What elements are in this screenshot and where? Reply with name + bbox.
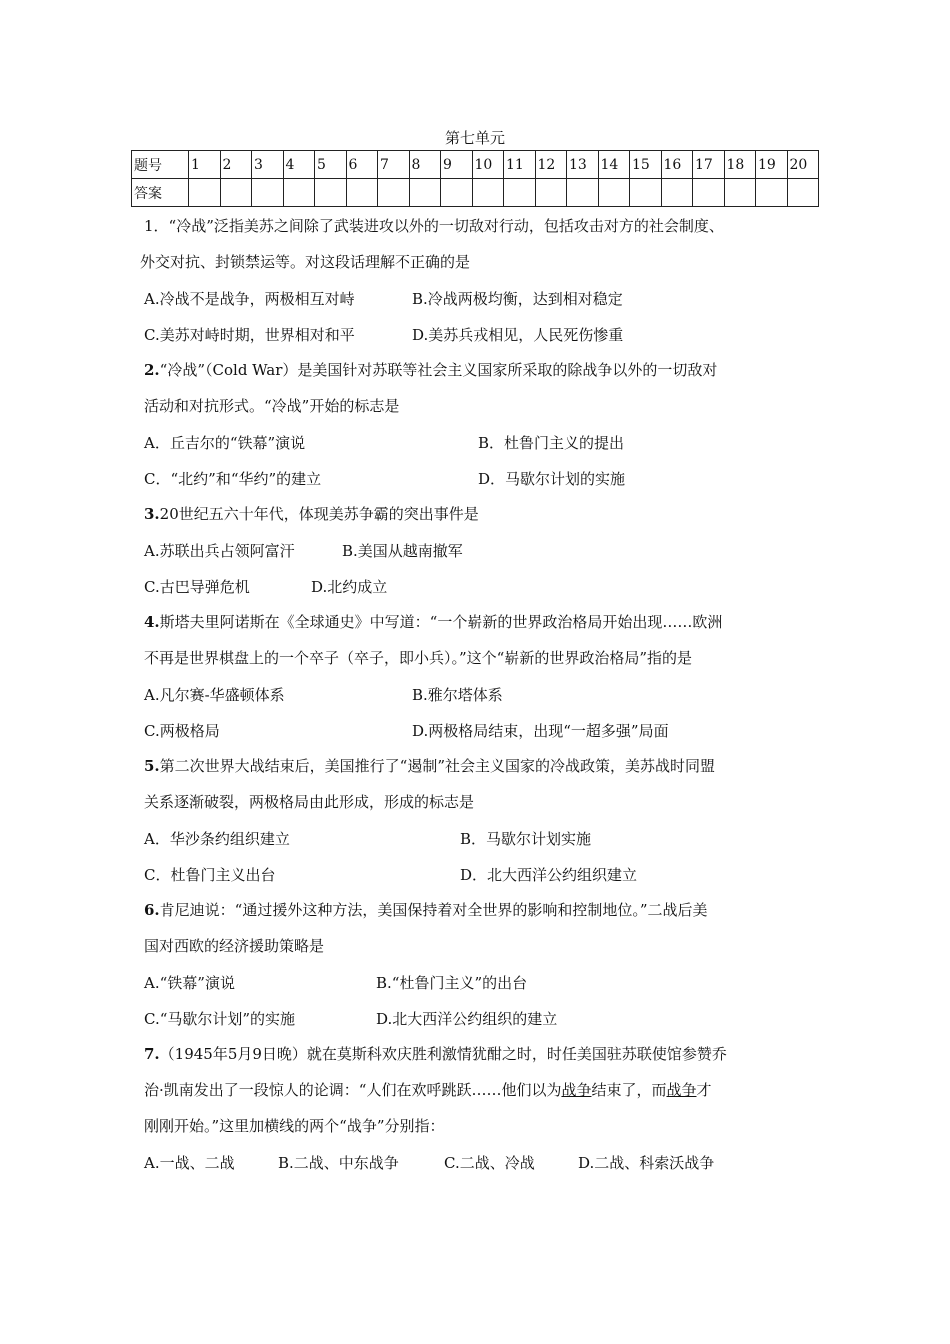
number-cell: 3 [252, 151, 284, 179]
question-stem [144, 496, 824, 532]
number-cell: 5 [315, 151, 347, 179]
option-row [144, 964, 824, 1000]
number-cell: 10 [472, 151, 504, 179]
question-stem-continued [144, 1072, 824, 1108]
number-cell: 1 [189, 151, 221, 179]
answer-row [132, 179, 819, 207]
question-stem-continued: 刚刚开始。”这里加横线的两个“战争”分别指： [144, 1117, 445, 1135]
underlined-word: 战争 [666, 1081, 697, 1099]
answer-cell[interactable] [409, 179, 441, 207]
answer-cell[interactable] [441, 179, 473, 207]
number-cell: 13 [567, 151, 599, 179]
answer-cell[interactable] [598, 179, 630, 207]
option-a: A.一战、二战 [144, 1153, 235, 1172]
option-a: A.“铁幕”演说 [144, 973, 235, 992]
option-row [144, 676, 824, 712]
stem-text: 才 [696, 1081, 712, 1099]
answer-cell[interactable] [283, 179, 315, 207]
answer-cell[interactable] [252, 179, 284, 207]
option-c: C．“北约”和“华约”的建立 [144, 469, 322, 488]
stem-line: “冷战”泛指美苏之间除了武装进攻以外的一切敌对行动，包括攻击对方的社会制度、 [168, 217, 724, 235]
question-number: 2. [144, 361, 160, 379]
number-cell: 9 [441, 151, 473, 179]
option-c: C.美苏对峙时期，世界相对和平 [144, 325, 355, 344]
question-number: 1． [144, 217, 169, 235]
stem-text: 结束了，而 [591, 1081, 667, 1099]
option-d: D．马歇尔计划的实施 [478, 469, 626, 488]
answer-cell[interactable] [693, 179, 725, 207]
answer-cell[interactable] [220, 179, 252, 207]
number-cell: 17 [693, 151, 725, 179]
question-stem-continued: 关系逐渐破裂，两极格局由此形成，形成的标志是 [144, 793, 475, 811]
question-stem [144, 1036, 824, 1072]
question-number: 4. [144, 613, 160, 631]
option-d: D.北大西洋公约组织的建立 [376, 1009, 558, 1028]
number-cell: 8 [409, 151, 441, 179]
question-number: 3. [144, 505, 160, 523]
option-b: B．马歇尔计划实施 [460, 829, 592, 848]
answer-cell[interactable] [630, 179, 662, 207]
answer-cell[interactable] [724, 179, 756, 207]
answer-cell[interactable] [315, 179, 347, 207]
stem-text: 治·凯南发出了一段惊人的论调：“人们在欢呼跳跃……他们以为 [144, 1081, 562, 1099]
option-c: C.二战、冷战 [444, 1153, 535, 1172]
number-cell: 2 [220, 151, 252, 179]
answer-cell[interactable] [504, 179, 536, 207]
option-row [144, 820, 824, 856]
option-row [144, 532, 824, 568]
answer-table [131, 150, 819, 207]
answer-cell[interactable] [567, 179, 599, 207]
option-a: A.冷战不是战争，两极相互对峙 [144, 289, 355, 308]
question-stem [144, 352, 824, 388]
number-cell: 16 [661, 151, 693, 179]
underlined-word: 战争 [561, 1081, 592, 1099]
option-row [144, 856, 824, 892]
option-row [144, 460, 824, 496]
option-row [144, 568, 824, 604]
question-stem-continued: 外交对抗、封锁禁运等。对这段话理解不正确的是 [140, 253, 471, 271]
option-d: D.美苏兵戎相见，人民死伤惨重 [412, 325, 624, 344]
option-row [144, 712, 824, 748]
question-3 [144, 496, 824, 604]
answer-cell[interactable] [472, 179, 504, 207]
number-cell: 7 [378, 151, 410, 179]
number-cell: 6 [346, 151, 378, 179]
question-7 [144, 1036, 824, 1180]
stem-line: 肯尼迪说：“通过援外这种方法，美国保持着对全世界的影响和控制地位。”二战后美 [159, 901, 708, 919]
question-4 [144, 604, 824, 748]
option-d: D.两极格局结束，出现“一超多强”局面 [412, 721, 669, 740]
option-d: D.二战、科索沃战争 [578, 1153, 715, 1172]
question-list [140, 208, 824, 1180]
number-cell: 4 [283, 151, 315, 179]
option-b: B.冷战两极均衡，达到相对稳定 [412, 289, 623, 308]
stem-line: 斯塔夫里阿诺斯在《全球通史》中写道：“一个崭新的世界政治格局开始出现……欧洲 [159, 613, 723, 631]
question-number-row [132, 151, 819, 179]
answer-cell[interactable] [535, 179, 567, 207]
number-cell: 15 [630, 151, 662, 179]
question-stem-continued: 活动和对抗形式。“冷战”开始的标志是 [144, 397, 400, 415]
option-c: C.“马歇尔计划”的实施 [144, 1009, 296, 1028]
option-b: B.二战、中东战争 [278, 1153, 399, 1172]
option-b: B.“杜鲁门主义”的出台 [376, 973, 528, 992]
option-a: A.苏联出兵占领阿富汗 [144, 541, 295, 560]
option-a: A.凡尔赛-华盛顿体系 [144, 685, 285, 704]
question-stem [144, 748, 824, 784]
answer-cell[interactable] [189, 179, 221, 207]
number-cell: 18 [724, 151, 756, 179]
row-label-answer: 答案 [132, 179, 189, 207]
question-stem [144, 892, 824, 928]
number-cell: 14 [598, 151, 630, 179]
question-stem [144, 604, 824, 640]
option-d: D.北约成立 [311, 577, 388, 596]
question-number: 6. [144, 901, 160, 919]
row-label-number: 题号 [132, 151, 189, 179]
option-c: C.两极格局 [144, 721, 220, 740]
question-2 [144, 352, 824, 496]
question-number: 7. [144, 1045, 160, 1063]
answer-cell[interactable] [346, 179, 378, 207]
answer-cell[interactable] [787, 179, 819, 207]
option-row [144, 1144, 824, 1180]
question-number: 5. [144, 757, 160, 775]
stem-line: （1945年5月9日晚）就在莫斯科欢庆胜利激情犹酣之时，时任美国驻苏联使馆参赞乔 [159, 1045, 727, 1063]
option-d: D．北大西洋公约组织建立 [460, 865, 638, 884]
number-cell: 11 [504, 151, 536, 179]
question-stem-continued: 国对西欧的经济援助策略是 [144, 937, 325, 955]
option-a: A．华沙条约组织建立 [144, 829, 290, 848]
option-row [144, 1000, 824, 1036]
stem-line: “冷战”（Cold War）是美国针对苏联等社会主义国家所采取的除战争以外的一切敌对 [159, 361, 718, 379]
answer-cell[interactable] [378, 179, 410, 207]
number-cell: 12 [535, 151, 567, 179]
question-5 [144, 748, 824, 892]
option-c: C．杜鲁门主义出台 [144, 865, 276, 884]
question-stem [144, 208, 824, 244]
unit-title: 第七单元 [444, 129, 505, 147]
stem-line: 第二次世界大战结束后，美国推行了“遏制”社会主义国家的冷战政策，美苏战时同盟 [159, 757, 716, 775]
option-b: B.雅尔塔体系 [412, 685, 503, 704]
option-row [144, 424, 824, 460]
stem-line: 20世纪五六十年代，体现美苏争霸的突出事件是 [159, 505, 479, 523]
option-b: B．杜鲁门主义的提出 [478, 433, 625, 452]
question-stem-continued: 不再是世界棋盘上的一个卒子（卒子，即小兵）。”这个“崭新的世界政治格局”指的是 [144, 649, 693, 667]
option-row [144, 316, 824, 352]
number-cell: 19 [756, 151, 788, 179]
answer-cell[interactable] [756, 179, 788, 207]
answer-cell[interactable] [661, 179, 693, 207]
option-a: A．丘吉尔的“铁幕”演说 [144, 433, 306, 452]
number-cell: 20 [787, 151, 819, 179]
question-6 [144, 892, 824, 1036]
option-row [144, 280, 824, 316]
question-1 [140, 208, 824, 352]
option-b: B.美国从越南撤军 [342, 541, 463, 560]
option-c: C.古巴导弹危机 [144, 577, 250, 596]
